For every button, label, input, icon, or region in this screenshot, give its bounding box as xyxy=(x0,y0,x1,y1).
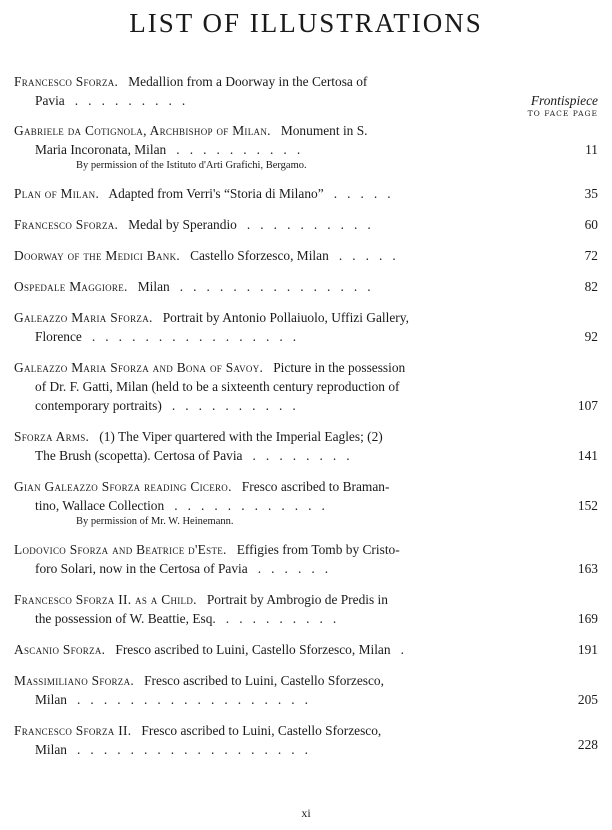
entry-heading: Plan of Milan. xyxy=(14,186,100,201)
list-item: Gian Galeazzo Sforza reading Cicero. Fresco ascribed to Braman- tino, Wallace Collection . . . . . . . . . . . . 152 xyxy=(14,479,598,513)
illustrations-list xyxy=(14,72,598,759)
page-number: 82 xyxy=(584,279,598,294)
page-number: 228 xyxy=(577,737,598,752)
entry-description: Picture in the possession xyxy=(273,360,406,375)
page-number: 141 xyxy=(577,448,598,463)
entry-description: Castello Sforzesco, Milan xyxy=(190,248,329,263)
page-number: 169 xyxy=(577,611,598,626)
entry-description: Milan xyxy=(137,279,170,294)
page-number: 163 xyxy=(577,561,598,576)
entry-description: Portrait by Ambrogio de Predis in xyxy=(206,592,388,607)
entry-heading: Sforza Arms. xyxy=(14,429,90,444)
entry-description: Adapted from Verri's “Storia di Milano” xyxy=(108,186,324,201)
entry-description-cont: Maria Incoronata, Milan xyxy=(35,142,167,157)
entry-description: (1) The Viper quartered with the Imperial Eagles; (2) xyxy=(99,429,383,444)
entry-heading: Francesco Sforza II. xyxy=(14,723,132,738)
entry-heading: Francesco Sforza II. as a Child. xyxy=(14,592,197,607)
entry-heading: Gian Galeazzo Sforza reading Cicero. xyxy=(14,479,232,494)
entry-heading: Galeazzo Maria Sforza. xyxy=(14,310,153,325)
entry-heading: Galeazzo Maria Sforza and Bona of Savoy. xyxy=(14,360,264,375)
page-number: 152 xyxy=(577,498,598,513)
entry-description: Fresco ascribed to Luini, Castello Sforzesco, xyxy=(144,673,384,688)
list-item: Plan of Milan. Adapted from Verri's “Storia di Milano” . . . . . 35 xyxy=(14,186,598,201)
list-item: Francesco Sforza II. as a Child. Portrait by Ambrogio de Predis in the possession of W. Beattie, Esq. . . . . . . . . . 169 xyxy=(14,592,598,626)
list-item: Gabriele da Cotignola, Archbishop of Milan. Monument in S. Maria Incoronata, Milan . . . . . . . . . . 11 xyxy=(14,123,598,157)
list-item: Galeazzo Maria Sforza and Bona of Savoy. Picture in the possession of Dr. F. Gatti, Milan (held to be a sixteenth century reproduction of contemporary portraits) . . . . . . . . . . 107 xyxy=(14,360,598,413)
face-page-label: TO FACE PAGE xyxy=(527,109,598,118)
entry-heading: Francesco Sforza. xyxy=(14,74,119,89)
entry-description-cont: foro Solari, now in the Certosa of Pavia xyxy=(35,561,248,576)
entry-description: Effigies from Tomb by Cristo- xyxy=(236,542,400,557)
list-item: Francesco Sforza II. Fresco ascribed to Luini, Castello Sforzesco, Milan . . . . . . . . . . . . . . . . . . 228 xyxy=(14,723,598,757)
list-item: Ospedale Maggiore. Milan . . . . . . . . . . . . . . . 82 xyxy=(14,279,598,294)
page-number: 35 xyxy=(584,186,598,201)
entry-description: Fresco ascribed to Luini, Castello Sforzesco, Milan xyxy=(115,642,391,657)
list-item: Massimiliano Sforza. Fresco ascribed to Luini, Castello Sforzesco, Milan . . . . . . . . . . . . . . . . . . 205 xyxy=(14,673,598,707)
list-item: Doorway of the Medici Bank. Castello Sforzesco, Milan . . . . . 72 xyxy=(14,248,598,263)
page-number: 11 xyxy=(585,142,598,157)
entry-description: Fresco ascribed to Luini, Castello Sforzesco, xyxy=(141,723,382,738)
entry-heading: Doorway of the Medici Bank. xyxy=(14,248,181,263)
list-item: Francesco Sforza. Medal by Sperandio . . . . . . . . . . 60 xyxy=(14,217,598,232)
entry-heading: Lodovico Sforza and Beatrice d'Este. xyxy=(14,542,227,557)
page-number: 92 xyxy=(584,329,598,344)
entry-description-cont: tino, Wallace Collection xyxy=(35,498,165,513)
page-number: 107 xyxy=(577,398,598,413)
entry-description: Monument in S. xyxy=(280,123,368,138)
page-footer-number: xi xyxy=(301,806,311,820)
credit-line: By permission of Mr. W. Heinemann. xyxy=(76,516,234,527)
page-number: 72 xyxy=(584,248,598,263)
entry-description-cont: the possession of W. Beattie, Esq. xyxy=(35,611,216,626)
list-item: Ascanio Sforza. Fresco ascribed to Luini, Castello Sforzesco, Milan . 191 xyxy=(14,642,598,657)
entry-description: Medallion from a Doorway in the Certosa of xyxy=(128,74,368,89)
credit-line: By permission of the Istituto d'Arti Grafichi, Bergamo. xyxy=(76,160,307,171)
entry-description: Portrait by Antonio Pollaiuolo, Uffizi Gallery, xyxy=(162,310,409,325)
entry-description-cont: Pavia xyxy=(35,93,65,108)
entry-heading: Ascanio Sforza. xyxy=(14,642,106,657)
page-number: 60 xyxy=(584,217,598,232)
entry-description-cont: contemporary portraits) xyxy=(35,398,162,413)
list-item: Francesco Sforza. Medallion from a Doorway in the Certosa of Pavia . . . . . . . . . Frontispiece xyxy=(14,74,598,108)
list-item: Lodovico Sforza and Beatrice d'Este. Effigies from Tomb by Cristo- foro Solari, now in the Certosa of Pavia . . . . . . 163 xyxy=(14,542,598,576)
entry-heading: Gabriele da Cotignola, Archbishop of Milan. xyxy=(14,123,271,138)
list-item: Galeazzo Maria Sforza. Portrait by Antonio Pollaiuolo, Uffizi Gallery, Florence . . . . . . . . . . . . . . . . 92 xyxy=(14,310,598,344)
entry-description: Medal by Sperandio xyxy=(128,217,237,232)
entry-description-cont: of Dr. F. Gatti, Milan (held to be a sixteenth century reproduction of xyxy=(35,379,400,394)
entry-heading: Massimiliano Sforza. xyxy=(14,673,135,688)
entry-heading: Francesco Sforza. xyxy=(14,217,119,232)
page-number: 191 xyxy=(577,642,598,657)
list-item: Sforza Arms. (1) The Viper quartered with the Imperial Eagles; (2) The Brush (scopetta). Certosa of Pavia . . . . . . . . 141 xyxy=(14,429,598,463)
entry-description-cont: The Brush (scopetta). Certosa of Pavia xyxy=(35,448,243,463)
entry-description-cont: Milan xyxy=(35,692,67,707)
entry-description-cont: Florence xyxy=(35,329,82,344)
page-number: 205 xyxy=(577,692,598,707)
page-title: LIST OF ILLUSTRATIONS xyxy=(129,8,483,38)
entry-heading: Ospedale Maggiore. xyxy=(14,279,128,294)
entry-description: Fresco ascribed to Braman- xyxy=(241,479,390,494)
page-number: Frontispiece xyxy=(530,93,598,108)
entry-description-cont: Milan xyxy=(35,742,67,757)
